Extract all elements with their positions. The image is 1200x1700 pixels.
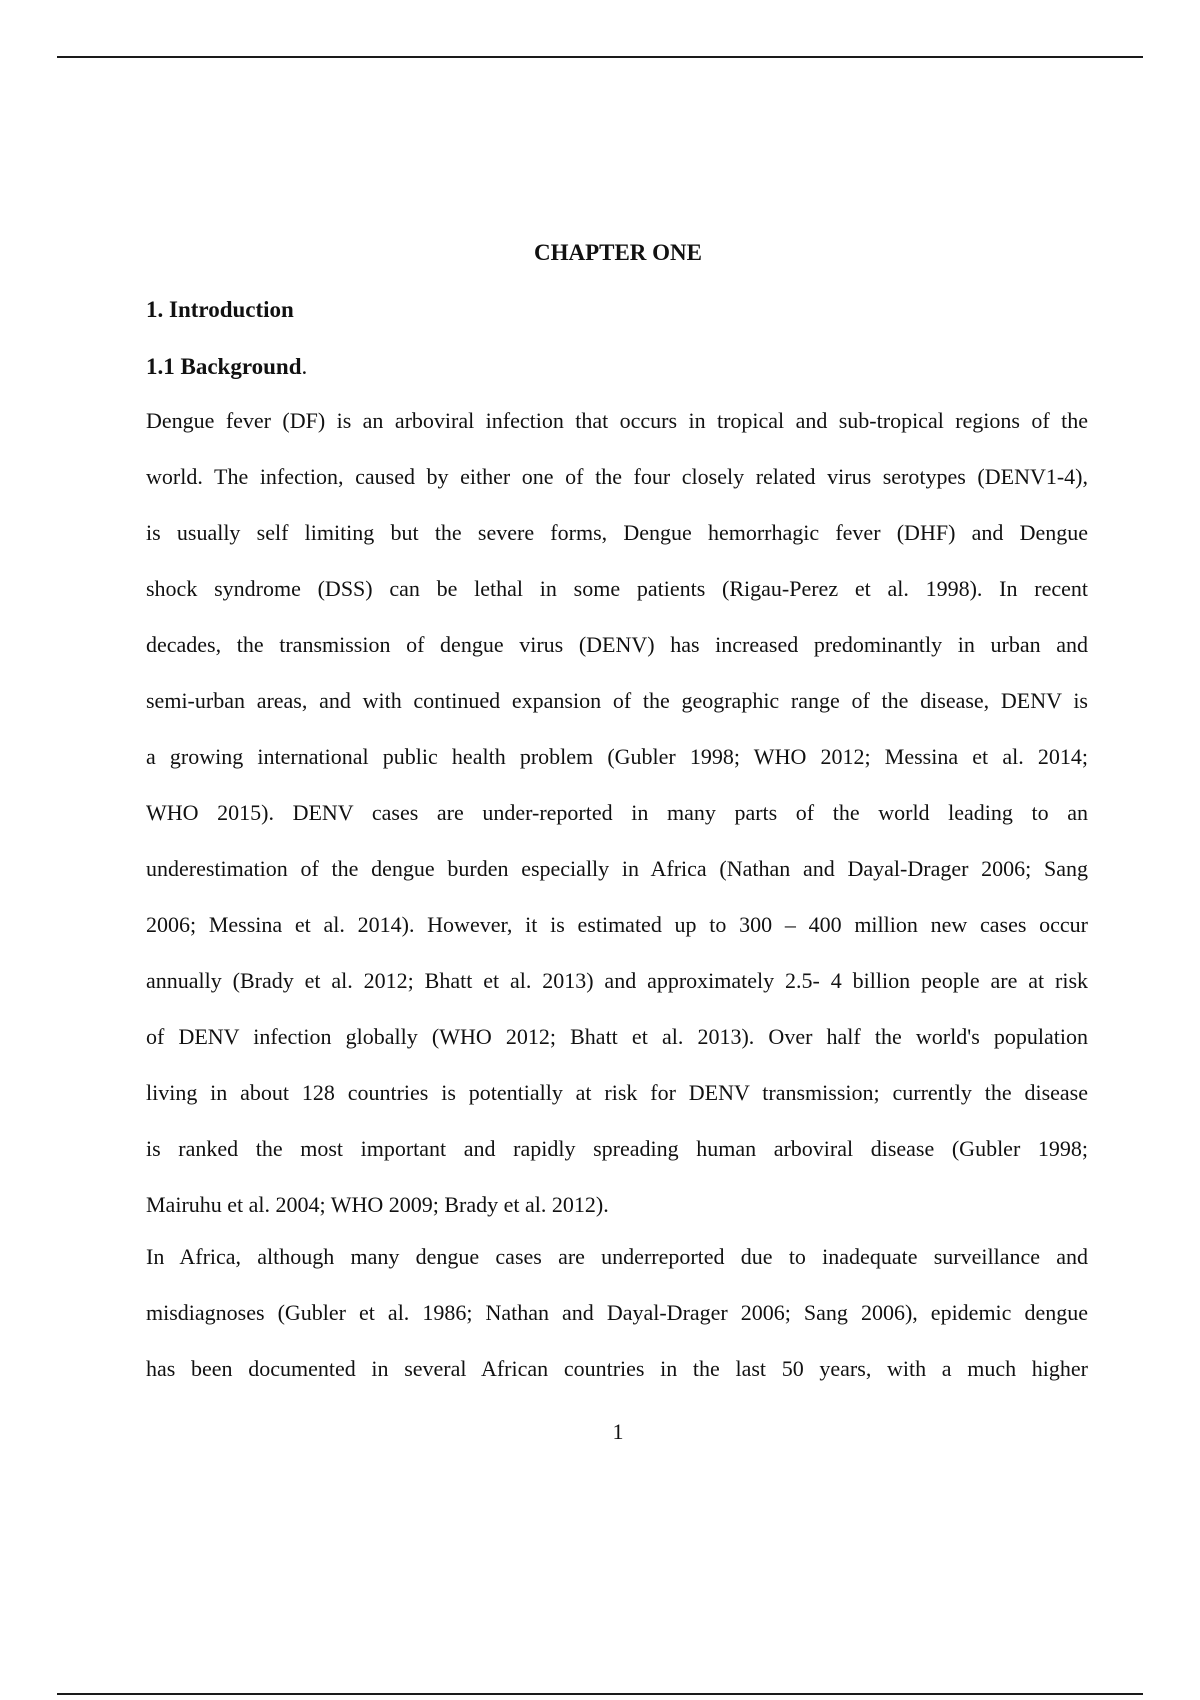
paragraph-line: of DENV infection globally (WHO 2012; Bhatt et al. 2013). Over half the world's population — [146, 1024, 1088, 1049]
paragraph-line: living in about 128 countries is potentially at risk for DENV transmission; currently the disease — [146, 1080, 1088, 1105]
paragraph-line: a growing international public health problem (Gubler 1998; WHO 2012; Messina et al. 2014; — [146, 744, 1088, 769]
paragraph-line: In Africa, although many dengue cases are underreported due to inadequate surveillance and — [146, 1244, 1088, 1269]
subsection-heading-period: . — [301, 354, 308, 379]
paragraph-line: Mairuhu et al. 2004; WHO 2009; Brady et al. 2012). — [146, 1192, 609, 1217]
section-heading: 1. Introduction — [146, 297, 294, 322]
paragraph-line: semi-urban areas, and with continued expansion of the geographic range of the disease, DENV is — [146, 688, 1088, 713]
footer-rule — [57, 1693, 1143, 1695]
paragraph-line: annually (Brady et al. 2012; Bhatt et al. 2013) and approximately 2.5- 4 billion people are at risk — [146, 968, 1088, 993]
paragraph-line: 2006; Messina et al. 2014). However, it is estimated up to 300 – 400 million new cases occur — [146, 912, 1088, 937]
subsection-heading — [146, 352, 307, 382]
header-rule — [57, 56, 1143, 58]
paragraph-2 — [146, 1229, 1088, 1397]
paragraph-line: underestimation of the dengue burden especially in Africa (Nathan and Dayal-Drager 2006; Sang — [146, 856, 1088, 881]
paragraph-line: Dengue fever (DF) is an arboviral infection that occurs in tropical and sub-tropical regions of the — [146, 408, 1088, 433]
paragraph-line: misdiagnoses (Gubler et al. 1986; Nathan and Dayal-Drager 2006; Sang 2006), epidemic dengue — [146, 1300, 1088, 1325]
paragraph-line: shock syndrome (DSS) can be lethal in some patients (Rigau-Perez et al. 1998). In recent — [146, 576, 1088, 601]
paragraph-line: is usually self limiting but the severe forms, Dengue hemorrhagic fever (DHF) and Dengue — [146, 520, 1088, 545]
chapter-title: CHAPTER ONE — [533, 240, 703, 265]
paragraph-line: WHO 2015). DENV cases are under-reported in many parts of the world leading to an — [146, 800, 1088, 825]
paragraph-line: decades, the transmission of dengue virus (DENV) has increased predominantly in urban and — [146, 632, 1088, 657]
paragraph-1 — [146, 393, 1088, 1233]
paragraph-line: world. The infection, caused by either one of the four closely related virus serotypes (DENV1-4), — [146, 464, 1088, 489]
subsection-heading-text: 1.1 Background — [146, 354, 302, 379]
paragraph-line: is ranked the most important and rapidly spreading human arboviral disease (Gubler 1998; — [146, 1136, 1088, 1161]
page-number: 1 — [612, 1419, 624, 1444]
paragraph-line: has been documented in several African countries in the last 50 years, with a much higher — [146, 1356, 1088, 1381]
